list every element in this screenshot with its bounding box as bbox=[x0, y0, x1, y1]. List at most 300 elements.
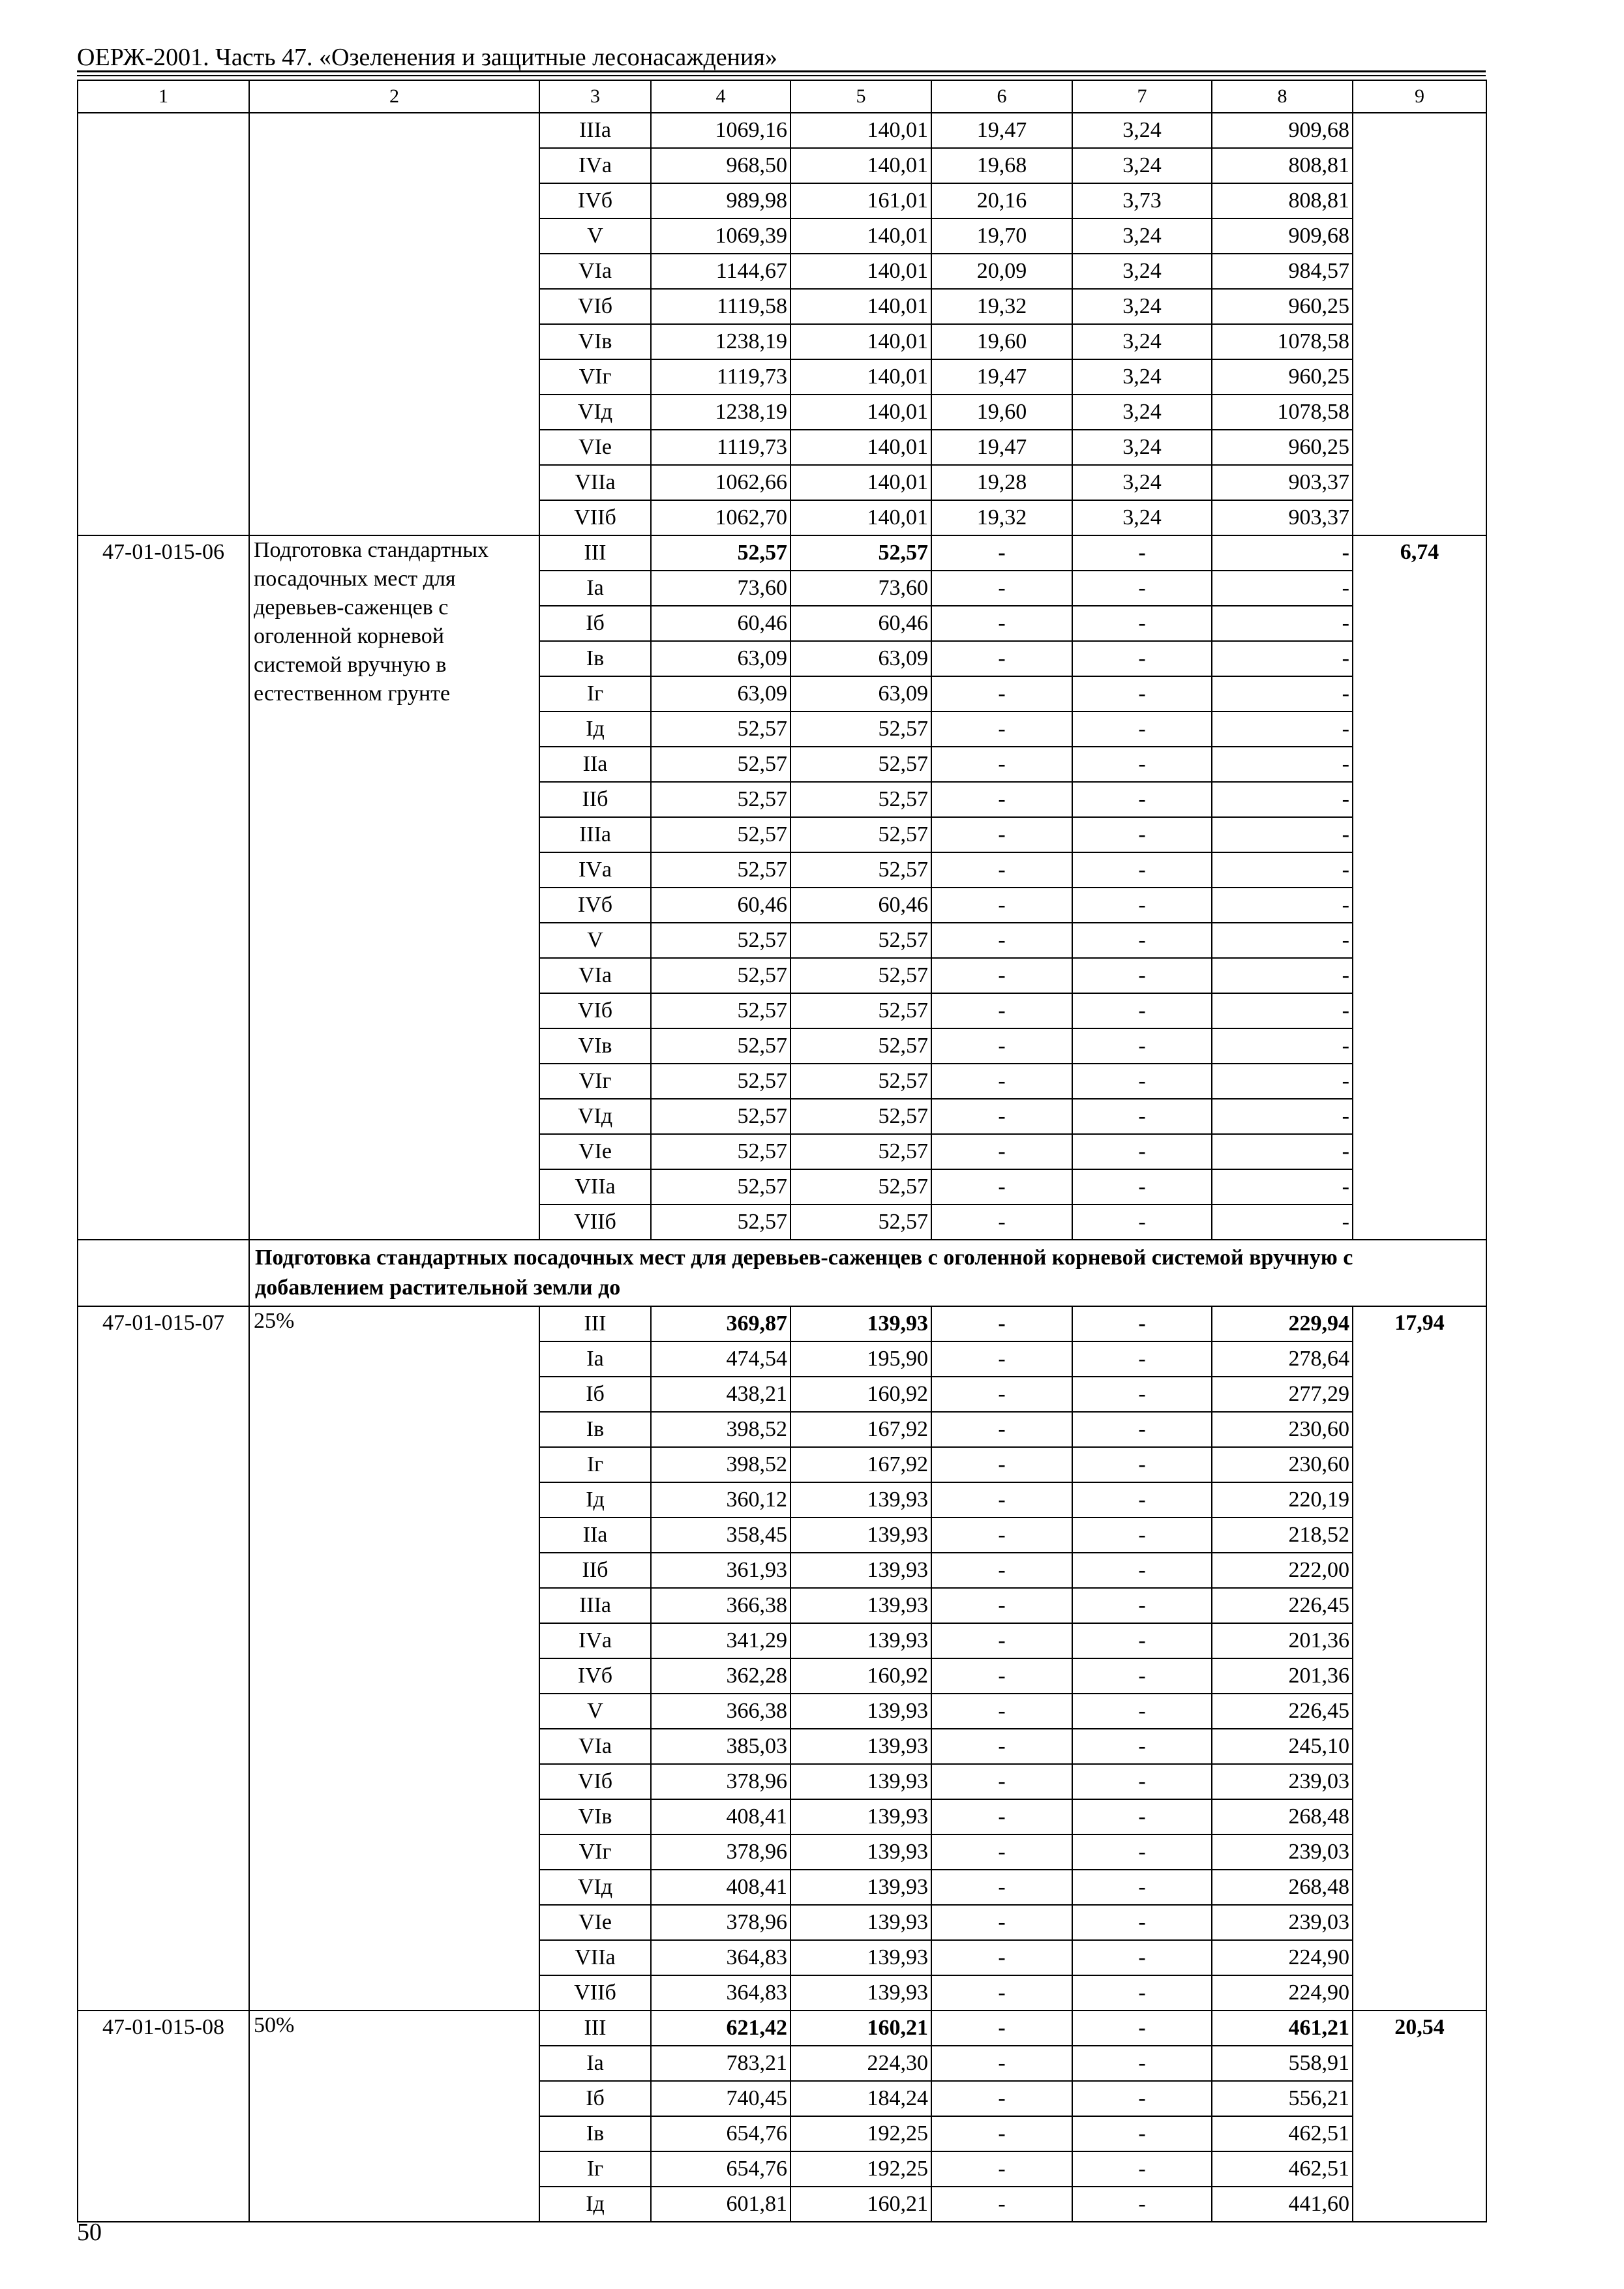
value-cell: 903,37 bbox=[1212, 500, 1353, 535]
value-cell: 224,90 bbox=[1212, 1975, 1353, 2011]
value-cell: 438,21 bbox=[651, 1377, 790, 1412]
value-cell: - bbox=[1072, 1694, 1212, 1729]
territory-district-cell: IIIа bbox=[539, 113, 651, 148]
column-number-cell: 9 bbox=[1353, 80, 1486, 113]
value-cell: - bbox=[1072, 1975, 1212, 2011]
value-cell: 140,01 bbox=[790, 395, 931, 430]
page-number: 50 bbox=[77, 2219, 102, 2246]
territory-district-cell: VIа bbox=[539, 254, 651, 289]
value-cell: 139,93 bbox=[790, 1482, 931, 1518]
value-cell: 903,37 bbox=[1212, 465, 1353, 500]
value-cell: 378,96 bbox=[651, 1834, 790, 1870]
value-cell: 160,21 bbox=[790, 2011, 931, 2046]
territory-district-cell: Iв bbox=[539, 641, 651, 676]
value-cell: 63,09 bbox=[651, 676, 790, 711]
value-cell: - bbox=[931, 1975, 1072, 2011]
value-cell: 60,46 bbox=[651, 888, 790, 923]
value-cell: 140,01 bbox=[790, 113, 931, 148]
column-number-cell: 3 bbox=[539, 80, 651, 113]
value-cell: - bbox=[931, 993, 1072, 1028]
value-cell: 52,57 bbox=[790, 1099, 931, 1134]
territory-district-cell: Iб bbox=[539, 606, 651, 641]
value-cell: - bbox=[931, 1134, 1072, 1169]
value-cell: 19,28 bbox=[931, 465, 1072, 500]
value-cell: 740,45 bbox=[651, 2081, 790, 2116]
territory-district-cell: IVа bbox=[539, 1623, 651, 1658]
value-cell: 474,54 bbox=[651, 1341, 790, 1377]
territory-district-cell: IVб bbox=[539, 888, 651, 923]
value-cell: 230,60 bbox=[1212, 1412, 1353, 1447]
value-cell: - bbox=[1072, 2116, 1212, 2151]
value-cell: - bbox=[1072, 1905, 1212, 1940]
value-cell: - bbox=[931, 1341, 1072, 1377]
territory-district-cell: VIг bbox=[539, 1064, 651, 1099]
value-cell: - bbox=[931, 2081, 1072, 2116]
value-cell: - bbox=[1072, 1134, 1212, 1169]
value-cell: 161,01 bbox=[790, 183, 931, 218]
value-cell: - bbox=[931, 1064, 1072, 1099]
value-cell: - bbox=[931, 1764, 1072, 1799]
value-cell: 1119,58 bbox=[651, 289, 790, 324]
value-cell: - bbox=[1072, 2046, 1212, 2081]
value-cell: 52,57 bbox=[790, 1028, 931, 1064]
territory-district-cell: Iа bbox=[539, 1341, 651, 1377]
territory-district-cell: Iг bbox=[539, 676, 651, 711]
value-cell: 268,48 bbox=[1212, 1870, 1353, 1905]
value-cell: 140,01 bbox=[790, 500, 931, 535]
column-number-cell: 4 bbox=[651, 80, 790, 113]
value-cell: 1078,58 bbox=[1212, 324, 1353, 359]
value-cell: 19,47 bbox=[931, 113, 1072, 148]
value-cell: - bbox=[931, 1377, 1072, 1412]
value-cell: 52,57 bbox=[651, 1028, 790, 1064]
value-cell: 218,52 bbox=[1212, 1518, 1353, 1553]
value-cell: - bbox=[1072, 1870, 1212, 1905]
value-cell: 140,01 bbox=[790, 465, 931, 500]
table-row bbox=[78, 113, 1486, 148]
value-cell: 3,24 bbox=[1072, 465, 1212, 500]
territory-district-cell: VIб bbox=[539, 993, 651, 1028]
value-cell: - bbox=[1072, 1940, 1212, 1975]
value-cell: 140,01 bbox=[790, 359, 931, 395]
value-cell: - bbox=[931, 606, 1072, 641]
value-cell: - bbox=[931, 2151, 1072, 2187]
territory-district-cell: Iг bbox=[539, 1447, 651, 1482]
rate-code: 47-01-015-06 bbox=[78, 535, 249, 1240]
value-cell: 52,57 bbox=[651, 1169, 790, 1204]
value-cell: 1069,39 bbox=[651, 218, 790, 254]
value-cell: 239,03 bbox=[1212, 1764, 1353, 1799]
value-cell: 369,87 bbox=[651, 1306, 790, 1341]
value-cell: 19,60 bbox=[931, 324, 1072, 359]
value-cell: - bbox=[1072, 1099, 1212, 1134]
value-cell: - bbox=[931, 1412, 1072, 1447]
header-rule-thick bbox=[77, 70, 1486, 72]
territory-district-cell: Iб bbox=[539, 1377, 651, 1412]
value-cell: - bbox=[1072, 1447, 1212, 1482]
value-cell: - bbox=[1072, 711, 1212, 747]
territory-district-cell: III bbox=[539, 535, 651, 571]
value-cell: 1119,73 bbox=[651, 359, 790, 395]
value-cell: 63,09 bbox=[790, 641, 931, 676]
value-cell: 52,57 bbox=[651, 958, 790, 993]
value-cell: - bbox=[1072, 958, 1212, 993]
table-row-summary bbox=[78, 1306, 1486, 1341]
value-cell: 139,93 bbox=[790, 1799, 931, 1834]
value-cell: - bbox=[931, 852, 1072, 888]
territory-district-cell: VIIа bbox=[539, 465, 651, 500]
territory-district-cell: VIд bbox=[539, 1870, 651, 1905]
value-cell: 398,52 bbox=[651, 1447, 790, 1482]
value-cell: 268,48 bbox=[1212, 1799, 1353, 1834]
value-cell: 909,68 bbox=[1212, 218, 1353, 254]
value-cell: 52,57 bbox=[790, 1134, 931, 1169]
value-cell: 140,01 bbox=[790, 324, 931, 359]
value-cell: 601,81 bbox=[651, 2187, 790, 2222]
value-cell: - bbox=[931, 2116, 1072, 2151]
value-cell: 60,46 bbox=[651, 606, 790, 641]
value-cell: 52,57 bbox=[651, 782, 790, 817]
column-number-cell: 8 bbox=[1212, 80, 1353, 113]
value-cell: 52,57 bbox=[790, 817, 931, 852]
value-cell: 362,28 bbox=[651, 1658, 790, 1694]
value-cell: - bbox=[931, 2011, 1072, 2046]
value-cell: 19,32 bbox=[931, 500, 1072, 535]
col9-value: 17,94 bbox=[1353, 1306, 1486, 2011]
territory-district-cell: Iа bbox=[539, 571, 651, 606]
value-cell: - bbox=[1072, 1588, 1212, 1623]
territory-district-cell: VIв bbox=[539, 1799, 651, 1834]
value-cell: 52,57 bbox=[651, 535, 790, 571]
value-cell: - bbox=[931, 817, 1072, 852]
section-title: Подготовка стандартных посадочных мест для деревьев-саженцев с оголенной корневой системой вручную с добавлением растительной земли до bbox=[249, 1240, 1486, 1306]
value-cell: 20,09 bbox=[931, 254, 1072, 289]
value-cell: - bbox=[1072, 2151, 1212, 2187]
territory-district-cell: VIIб bbox=[539, 1975, 651, 2011]
value-cell: - bbox=[1072, 1412, 1212, 1447]
value-cell: - bbox=[1072, 1377, 1212, 1412]
value-cell: 52,57 bbox=[651, 993, 790, 1028]
value-cell: 654,76 bbox=[651, 2116, 790, 2151]
value-cell: 229,94 bbox=[1212, 1306, 1353, 1341]
value-cell: - bbox=[931, 2046, 1072, 2081]
value-cell: - bbox=[931, 1482, 1072, 1518]
value-cell: 192,25 bbox=[790, 2151, 931, 2187]
value-cell: 52,57 bbox=[651, 1204, 790, 1240]
value-cell: 52,57 bbox=[651, 711, 790, 747]
territory-district-cell: VIг bbox=[539, 359, 651, 395]
value-cell: - bbox=[1072, 606, 1212, 641]
value-cell: - bbox=[931, 1518, 1072, 1553]
value-cell: 989,98 bbox=[651, 183, 790, 218]
value-cell: 3,24 bbox=[1072, 359, 1212, 395]
value-cell: - bbox=[1072, 1064, 1212, 1099]
value-cell: - bbox=[1072, 535, 1212, 571]
value-cell: 63,09 bbox=[651, 641, 790, 676]
value-cell: - bbox=[931, 747, 1072, 782]
value-cell: 52,57 bbox=[651, 923, 790, 958]
value-cell: - bbox=[1072, 1204, 1212, 1240]
value-cell: 19,32 bbox=[931, 289, 1072, 324]
value-cell: - bbox=[1212, 571, 1353, 606]
territory-district-cell: VIIа bbox=[539, 1940, 651, 1975]
value-cell: - bbox=[1212, 711, 1353, 747]
value-cell: - bbox=[1212, 782, 1353, 817]
value-cell: 364,83 bbox=[651, 1975, 790, 2011]
territory-district-cell: VIа bbox=[539, 1729, 651, 1764]
value-cell: 160,92 bbox=[790, 1658, 931, 1694]
value-cell: - bbox=[1212, 958, 1353, 993]
value-cell: 60,46 bbox=[790, 888, 931, 923]
value-cell: 1238,19 bbox=[651, 395, 790, 430]
value-cell: 52,57 bbox=[790, 958, 931, 993]
value-cell: 361,93 bbox=[651, 1553, 790, 1588]
value-cell: 408,41 bbox=[651, 1870, 790, 1905]
value-cell: - bbox=[1212, 1169, 1353, 1204]
value-cell: - bbox=[931, 923, 1072, 958]
value-cell: - bbox=[1072, 1658, 1212, 1694]
value-cell: 195,90 bbox=[790, 1341, 931, 1377]
territory-district-cell: IIб bbox=[539, 1553, 651, 1588]
value-cell: 139,93 bbox=[790, 1870, 931, 1905]
value-cell: - bbox=[1072, 2081, 1212, 2116]
rate-description: 25% bbox=[249, 1306, 539, 2011]
value-cell: 3,24 bbox=[1072, 430, 1212, 465]
territory-district-cell: VIIб bbox=[539, 1204, 651, 1240]
territory-district-cell: III bbox=[539, 2011, 651, 2046]
col9-cell bbox=[1353, 113, 1486, 535]
value-cell: - bbox=[1072, 1623, 1212, 1658]
territory-district-cell: Iд bbox=[539, 1482, 651, 1518]
value-cell: - bbox=[931, 1204, 1072, 1240]
value-cell: - bbox=[1072, 1834, 1212, 1870]
value-cell: 226,45 bbox=[1212, 1694, 1353, 1729]
territory-district-cell: Iа bbox=[539, 2046, 651, 2081]
value-cell: 378,96 bbox=[651, 1764, 790, 1799]
territory-district-cell: Iв bbox=[539, 1412, 651, 1447]
value-cell: - bbox=[931, 711, 1072, 747]
value-cell: 167,92 bbox=[790, 1447, 931, 1482]
value-cell: 1238,19 bbox=[651, 324, 790, 359]
value-cell: 909,68 bbox=[1212, 113, 1353, 148]
value-cell: 52,57 bbox=[790, 923, 931, 958]
value-cell: 385,03 bbox=[651, 1729, 790, 1764]
value-cell: 160,92 bbox=[790, 1377, 931, 1412]
value-cell: 3,24 bbox=[1072, 324, 1212, 359]
value-cell: 341,29 bbox=[651, 1623, 790, 1658]
value-cell: - bbox=[931, 1870, 1072, 1905]
value-cell: 52,57 bbox=[790, 782, 931, 817]
value-cell: - bbox=[1212, 535, 1353, 571]
value-cell: - bbox=[931, 571, 1072, 606]
value-cell: 3,24 bbox=[1072, 218, 1212, 254]
value-cell: - bbox=[1212, 1028, 1353, 1064]
value-cell: - bbox=[1212, 747, 1353, 782]
section-title-row bbox=[78, 1240, 1486, 1306]
value-cell: 462,51 bbox=[1212, 2116, 1353, 2151]
territory-district-cell: Iд bbox=[539, 711, 651, 747]
value-cell: 222,00 bbox=[1212, 1553, 1353, 1588]
value-cell: 3,24 bbox=[1072, 254, 1212, 289]
value-cell: 139,93 bbox=[790, 1306, 931, 1341]
value-cell: - bbox=[1212, 606, 1353, 641]
value-cell: 3,24 bbox=[1072, 148, 1212, 183]
table-row-summary bbox=[78, 2011, 1486, 2046]
value-cell: - bbox=[931, 676, 1072, 711]
value-cell: 960,25 bbox=[1212, 359, 1353, 395]
value-cell: - bbox=[1072, 1553, 1212, 1588]
value-cell: 52,57 bbox=[651, 1064, 790, 1099]
table-row-summary bbox=[78, 535, 1486, 571]
value-cell: - bbox=[931, 1694, 1072, 1729]
value-cell: 167,92 bbox=[790, 1412, 931, 1447]
value-cell: 52,57 bbox=[790, 993, 931, 1028]
value-cell: 19,68 bbox=[931, 148, 1072, 183]
value-cell: 139,93 bbox=[790, 1623, 931, 1658]
column-number-cell: 7 bbox=[1072, 80, 1212, 113]
value-cell: 139,93 bbox=[790, 1905, 931, 1940]
territory-district-cell: VIа bbox=[539, 958, 651, 993]
value-cell: 140,01 bbox=[790, 148, 931, 183]
value-cell: 52,57 bbox=[651, 747, 790, 782]
value-cell: 960,25 bbox=[1212, 289, 1353, 324]
page-header: ОЕРЖ-2001. Часть 47. «Озеленения и защитные лесонасаждения» bbox=[77, 44, 777, 71]
value-cell: 52,57 bbox=[790, 535, 931, 571]
value-cell: - bbox=[1212, 641, 1353, 676]
value-cell: - bbox=[931, 1028, 1072, 1064]
value-cell: 1119,73 bbox=[651, 430, 790, 465]
territory-district-cell: IIб bbox=[539, 782, 651, 817]
value-cell: - bbox=[931, 1099, 1072, 1134]
value-cell: - bbox=[931, 888, 1072, 923]
value-cell: - bbox=[1072, 1482, 1212, 1518]
value-cell: - bbox=[931, 1940, 1072, 1975]
value-cell: 52,57 bbox=[651, 852, 790, 888]
value-cell: 441,60 bbox=[1212, 2187, 1353, 2222]
value-cell: 140,01 bbox=[790, 254, 931, 289]
value-cell: 52,57 bbox=[790, 852, 931, 888]
value-cell: - bbox=[931, 1447, 1072, 1482]
value-cell: 808,81 bbox=[1212, 183, 1353, 218]
value-cell: - bbox=[931, 1169, 1072, 1204]
value-cell: 226,45 bbox=[1212, 1588, 1353, 1623]
value-cell: - bbox=[1212, 1204, 1353, 1240]
value-cell: 808,81 bbox=[1212, 148, 1353, 183]
value-cell: 358,45 bbox=[651, 1518, 790, 1553]
value-cell: - bbox=[1212, 1064, 1353, 1099]
value-cell: 140,01 bbox=[790, 218, 931, 254]
rate-description: Подготовка стандартных посадочных мест для деревьев-саженцев с оголенной корневой системой вручную в естественном грунте bbox=[249, 535, 539, 1240]
value-cell: - bbox=[1212, 993, 1353, 1028]
value-cell: 360,12 bbox=[651, 1482, 790, 1518]
value-cell: 239,03 bbox=[1212, 1834, 1353, 1870]
value-cell: - bbox=[1072, 1764, 1212, 1799]
value-cell: 461,21 bbox=[1212, 2011, 1353, 2046]
value-cell: - bbox=[1072, 923, 1212, 958]
value-cell: - bbox=[1072, 1729, 1212, 1764]
value-cell: - bbox=[1072, 641, 1212, 676]
value-cell: 139,93 bbox=[790, 1518, 931, 1553]
value-cell: 201,36 bbox=[1212, 1658, 1353, 1694]
value-cell: 139,93 bbox=[790, 1975, 931, 2011]
header-rule-thin bbox=[77, 75, 1486, 76]
territory-district-cell: VIе bbox=[539, 430, 651, 465]
territory-district-cell: Iд bbox=[539, 2187, 651, 2222]
value-cell: - bbox=[931, 1658, 1072, 1694]
value-cell: 408,41 bbox=[651, 1799, 790, 1834]
territory-district-cell: VIе bbox=[539, 1134, 651, 1169]
value-cell: 20,16 bbox=[931, 183, 1072, 218]
value-cell: 139,93 bbox=[790, 1588, 931, 1623]
value-cell: - bbox=[1212, 1134, 1353, 1169]
code-cell bbox=[78, 113, 249, 535]
column-number-row bbox=[78, 80, 1486, 113]
value-cell: 960,25 bbox=[1212, 430, 1353, 465]
column-number-cell: 5 bbox=[790, 80, 931, 113]
value-cell: 19,70 bbox=[931, 218, 1072, 254]
value-cell: - bbox=[931, 1306, 1072, 1341]
value-cell: 52,57 bbox=[790, 1064, 931, 1099]
value-cell: - bbox=[931, 1553, 1072, 1588]
territory-district-cell: IVб bbox=[539, 183, 651, 218]
value-cell: 139,93 bbox=[790, 1940, 931, 1975]
value-cell: - bbox=[1072, 1799, 1212, 1834]
value-cell: 654,76 bbox=[651, 2151, 790, 2187]
value-cell: - bbox=[1212, 676, 1353, 711]
territory-district-cell: VIIа bbox=[539, 1169, 651, 1204]
value-cell: 52,57 bbox=[790, 1204, 931, 1240]
value-cell: - bbox=[931, 1905, 1072, 1940]
value-cell: 239,03 bbox=[1212, 1905, 1353, 1940]
value-cell: 63,09 bbox=[790, 676, 931, 711]
territory-district-cell: IVб bbox=[539, 1658, 651, 1694]
value-cell: - bbox=[1212, 852, 1353, 888]
value-cell: 52,57 bbox=[651, 1134, 790, 1169]
territory-district-cell: Iг bbox=[539, 2151, 651, 2187]
value-cell: 19,60 bbox=[931, 395, 1072, 430]
value-cell: 1069,16 bbox=[651, 113, 790, 148]
value-cell: 984,57 bbox=[1212, 254, 1353, 289]
territory-district-cell: IIа bbox=[539, 1518, 651, 1553]
value-cell: - bbox=[1072, 782, 1212, 817]
value-cell: 201,36 bbox=[1212, 1623, 1353, 1658]
value-cell: 230,60 bbox=[1212, 1447, 1353, 1482]
value-cell: 556,21 bbox=[1212, 2081, 1353, 2116]
territory-district-cell: V bbox=[539, 218, 651, 254]
section-spacer-cell bbox=[78, 1240, 249, 1306]
value-cell: 192,25 bbox=[790, 2116, 931, 2151]
value-cell: - bbox=[931, 782, 1072, 817]
territory-district-cell: VIд bbox=[539, 1099, 651, 1134]
territory-district-cell: IVа bbox=[539, 852, 651, 888]
value-cell: - bbox=[931, 958, 1072, 993]
territory-district-cell: V bbox=[539, 923, 651, 958]
value-cell: 364,83 bbox=[651, 1940, 790, 1975]
value-cell: - bbox=[931, 641, 1072, 676]
territory-district-cell: VIг bbox=[539, 1834, 651, 1870]
value-cell: - bbox=[1072, 852, 1212, 888]
value-cell: 366,38 bbox=[651, 1588, 790, 1623]
value-cell: 1078,58 bbox=[1212, 395, 1353, 430]
value-cell: - bbox=[1072, 1169, 1212, 1204]
value-cell: - bbox=[1072, 1341, 1212, 1377]
value-cell: 3,73 bbox=[1072, 183, 1212, 218]
value-cell: 968,50 bbox=[651, 148, 790, 183]
value-cell: 139,93 bbox=[790, 1834, 931, 1870]
value-cell: - bbox=[1072, 817, 1212, 852]
value-cell: - bbox=[931, 1623, 1072, 1658]
value-cell: - bbox=[1072, 2187, 1212, 2222]
